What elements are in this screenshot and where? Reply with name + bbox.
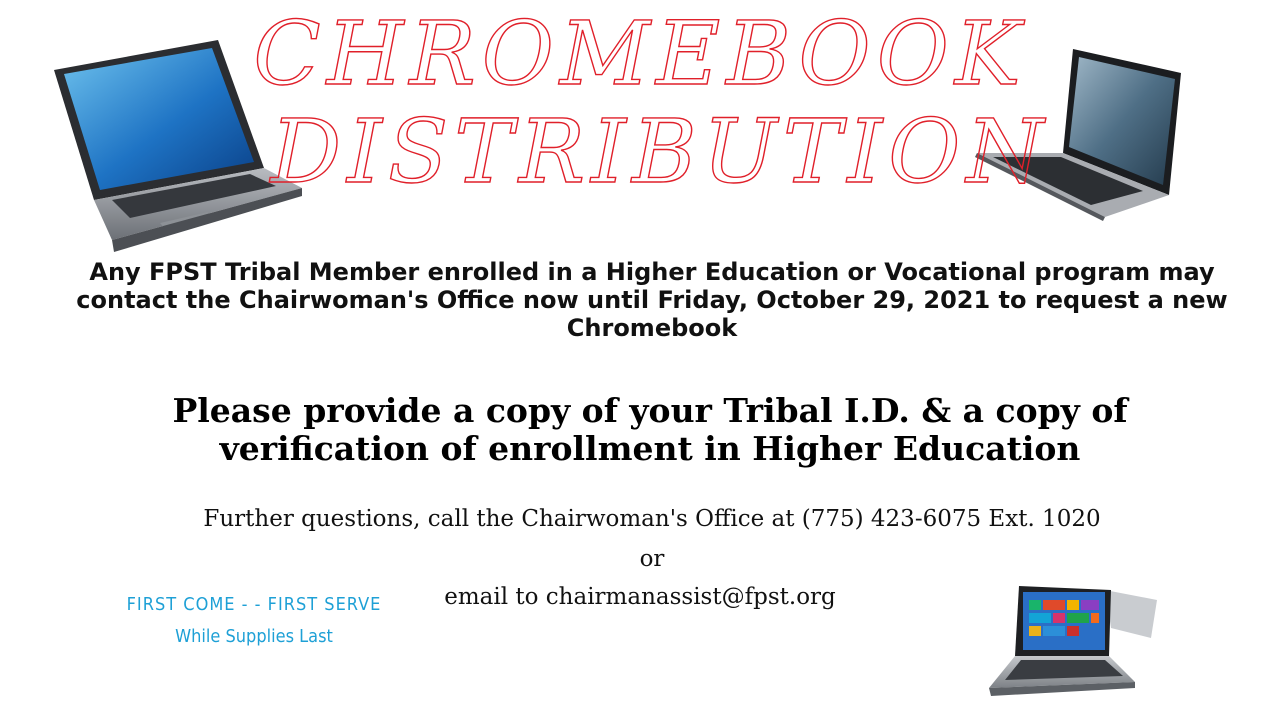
- title-line-1: CHROMEBOOK: [253, 2, 1027, 105]
- intro-text: Any FPST Tribal Member enrolled in a Higher Education or Vocational program may contact the Chairwoman's Office now until Friday, October 29, 2021 to request a new Chromebook: [76, 258, 1228, 342]
- contact-or: or: [639, 546, 665, 572]
- requirement-text: Please provide a copy of your Tribal I.D. & a copy of verification of enrollment in Higher Education: [172, 391, 1128, 468]
- first-come-notice: FIRST COME - - FIRST SERVE: [126, 594, 382, 615]
- contact-email-line: email to chairmanassist@fpst.org: [444, 584, 836, 610]
- supplies-notice: While Supplies Last: [175, 626, 333, 647]
- title-line-2: DISTRIBUTION: [270, 100, 1050, 203]
- contact-phone-line: Further questions, call the Chairwoman's Office at (775) 423-6075 Ext. 1020: [203, 506, 1101, 532]
